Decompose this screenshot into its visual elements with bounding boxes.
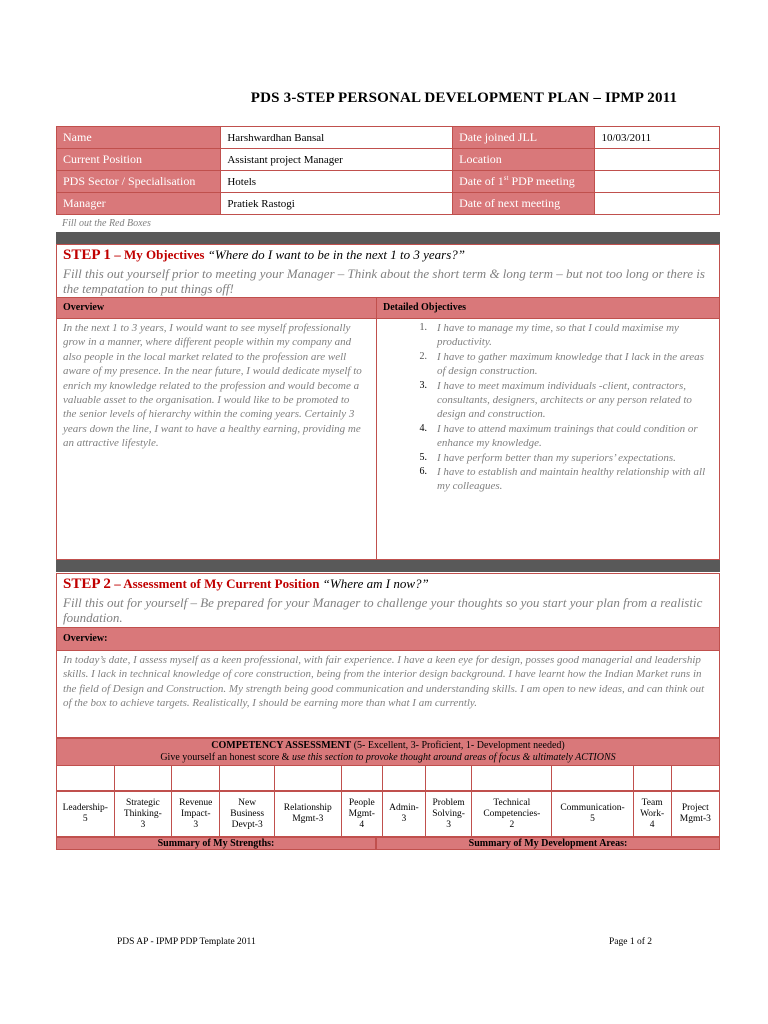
objective-item: 2. I have to gather maximum knowledge that I lack in the areas of design construction. bbox=[419, 350, 704, 378]
step2-overview-header bbox=[57, 627, 719, 651]
step1-section bbox=[56, 244, 720, 560]
competency-score-row bbox=[56, 765, 720, 791]
sector-label: PDS Sector / Specialisation bbox=[57, 171, 221, 193]
score-cell-technical[interactable] bbox=[472, 766, 552, 791]
name-label: Name bbox=[57, 127, 221, 149]
competency-instruction-italic: use this section to provoke thought around areas of focus & ultimately ACTIONS bbox=[291, 752, 616, 763]
info-row-name bbox=[57, 127, 720, 149]
objective-item: 5. I have perform better than my superiors’ expectations. bbox=[419, 451, 676, 464]
score-cell-team-work[interactable] bbox=[633, 766, 671, 791]
step2-overview-label: Overview: bbox=[63, 633, 108, 644]
column-divider-body bbox=[376, 318, 377, 559]
objective-item: 6. I have to establish and maintain healthy relationship with all my colleagues. bbox=[419, 466, 706, 493]
score-cell-people-mgmt[interactable] bbox=[341, 766, 382, 791]
competency-technical: Technical Competencies- 2 bbox=[472, 792, 552, 837]
competency-revenue-impact: Revenue Impact- 3 bbox=[172, 792, 220, 837]
competency-title: COMPETENCY ASSESSMENT bbox=[211, 740, 352, 751]
score-cell-problem-solving[interactable] bbox=[425, 766, 471, 791]
step2-instruction: Fill this out for yourself – Be prepared for your Manager to challenge your thoughts so you start your plan from a realistic foundation. bbox=[63, 595, 703, 625]
score-cell-relationship[interactable] bbox=[274, 766, 341, 791]
competency-team-work: Team Work- 4 bbox=[633, 792, 671, 837]
info-row-manager bbox=[57, 193, 720, 215]
competency-instruction: Give yourself an honest score & bbox=[160, 752, 292, 763]
competency-new-business: New Business Devpt-3 bbox=[220, 792, 274, 837]
next-meeting-value[interactable] bbox=[595, 193, 720, 215]
competency-leadership: Leadership- 5 bbox=[57, 792, 115, 837]
location-label: Location bbox=[453, 149, 595, 171]
summary-strengths-label: Summary of My Strengths: bbox=[56, 837, 376, 850]
step2-title: Assessment of My Current Position bbox=[123, 576, 320, 591]
fill-red-boxes-note: Fill out the Red Boxes bbox=[62, 218, 151, 229]
location-value[interactable] bbox=[595, 149, 720, 171]
score-cell-leadership[interactable] bbox=[57, 766, 115, 791]
summary-development-label: Summary of My Development Areas: bbox=[376, 837, 720, 850]
section-divider-bar bbox=[56, 232, 720, 244]
score-cell-strategic-thinking[interactable] bbox=[114, 766, 172, 791]
competency-people-mgmt: People Mgmt- 4 bbox=[341, 792, 382, 837]
info-row-position bbox=[57, 149, 720, 171]
detailed-objectives-list[interactable] bbox=[387, 321, 712, 494]
section-divider-bar bbox=[56, 560, 720, 572]
competency-assessment-header bbox=[56, 738, 720, 766]
competency-project-mgmt: Project Mgmt-3 bbox=[671, 792, 719, 837]
step1-overview-text[interactable]: In the next 1 to 3 years, I would want to see myself professionally grow in a manner, where different people within my company and also people in the local market related to the profession are well aware of my presence. In the near future, I would dedicate myself to enrich my knowledge related to the profession and would become a valuable asset to the organisation. I would like to be promoted to the senior levels of hierarchy within the coming years. Certainly 3 years down the line, I want to have a healthy earning, providing me an attractive lifestyle. bbox=[63, 322, 362, 450]
manager-value[interactable]: Pratiek Rastogi bbox=[221, 193, 453, 215]
step1-question: “Where do I want to be in the next 1 to 3 years?” bbox=[204, 247, 466, 262]
competency-scale: (5- Excellent, 3- Proficient, 1- Development needed) bbox=[351, 740, 565, 751]
first-pdp-meeting-value[interactable] bbox=[595, 171, 720, 193]
competency-strategic-thinking: Strategic Thinking- 3 bbox=[114, 792, 172, 837]
sector-value[interactable]: Hotels bbox=[221, 171, 453, 193]
current-position-value[interactable]: Assistant project Manager bbox=[221, 149, 453, 171]
next-meeting-label: Date of next meeting bbox=[453, 193, 595, 215]
score-cell-new-business[interactable] bbox=[220, 766, 274, 791]
document-title: PDS 3-STEP PERSONAL DEVELOPMENT PLAN – IPMP 2011 bbox=[250, 90, 678, 106]
manager-label: Manager bbox=[57, 193, 221, 215]
step2-number: STEP 2 bbox=[63, 576, 111, 592]
name-value[interactable]: Harshwardhan Bansal bbox=[221, 127, 453, 149]
step1-number: STEP 1 bbox=[63, 247, 111, 263]
summary-row bbox=[56, 837, 720, 850]
info-row-sector bbox=[57, 171, 720, 193]
step1-heading: STEP 1 – My Objectives “Where do I want to be in the next 1 to 3 years?” bbox=[63, 247, 466, 263]
competency-admin: Admin- 3 bbox=[382, 792, 425, 837]
step2-section bbox=[56, 573, 720, 738]
column-divider bbox=[376, 298, 377, 318]
overview-column-label: Overview bbox=[63, 302, 105, 313]
step2-question: “Where am I now?” bbox=[319, 576, 429, 591]
first-pdp-meeting-label: Date of 1st PDP meeting bbox=[453, 171, 595, 193]
step1-instruction: Fill this out yourself prior to meeting your Manager – Think about the short term & long term – but not too long or there is the tempatation to put things off! bbox=[63, 266, 705, 296]
competency-relationship: Relationship Mgmt-3 bbox=[274, 792, 341, 837]
objective-item: 1. I have to manage my time, so that I could maximise my productivity. bbox=[419, 322, 679, 349]
date-joined-label: Date joined JLL bbox=[453, 127, 595, 149]
competency-problem-solving: Problem Solving- 3 bbox=[425, 792, 471, 837]
step2-overview-text[interactable]: In today’s date, I assess myself as a keen professional, with fair experience. I have a keen eye for design, posses good managerial and leadership skills. I lack in technical knowledge of core construction, being from the interior design background. I have learnt how the Indian Market runs in the field of Design and Construction. My strength being good communication and understanding skills. I am open to new ideas, and can think out of the box to achieve targets. Realistically, I should be earning more than what I am currently. bbox=[63, 654, 705, 710]
step2-heading: STEP 2 – Assessment of My Current Position “Where am I now?” bbox=[63, 576, 429, 592]
competency-items-row bbox=[56, 791, 720, 837]
footer-page-number: Page 1 of 2 bbox=[609, 937, 653, 947]
date-joined-value[interactable]: 10/03/2011 bbox=[595, 127, 720, 149]
score-cell-communication[interactable] bbox=[552, 766, 633, 791]
score-cell-revenue-impact[interactable] bbox=[172, 766, 220, 791]
step1-column-header bbox=[57, 297, 719, 319]
current-position-label: Current Position bbox=[57, 149, 221, 171]
score-cell-project-mgmt[interactable] bbox=[671, 766, 719, 791]
objective-item: 4. I have to attend maximum trainings that could condition or enhance my knowledge. bbox=[419, 422, 698, 450]
objective-item: 3. I have to meet maximum individuals -client, contractors, consultants, designers, architects or any person related to design and construction. bbox=[419, 379, 692, 421]
competency-communication: Communication- 5 bbox=[552, 792, 633, 837]
detailed-objectives-column-label: Detailed Objectives bbox=[383, 302, 467, 313]
step1-title: My Objectives bbox=[123, 247, 205, 262]
employee-info-table bbox=[56, 126, 720, 215]
score-cell-admin[interactable] bbox=[382, 766, 425, 791]
footer-template-name: PDS AP - IPMP PDP Template 2011 bbox=[117, 937, 256, 947]
